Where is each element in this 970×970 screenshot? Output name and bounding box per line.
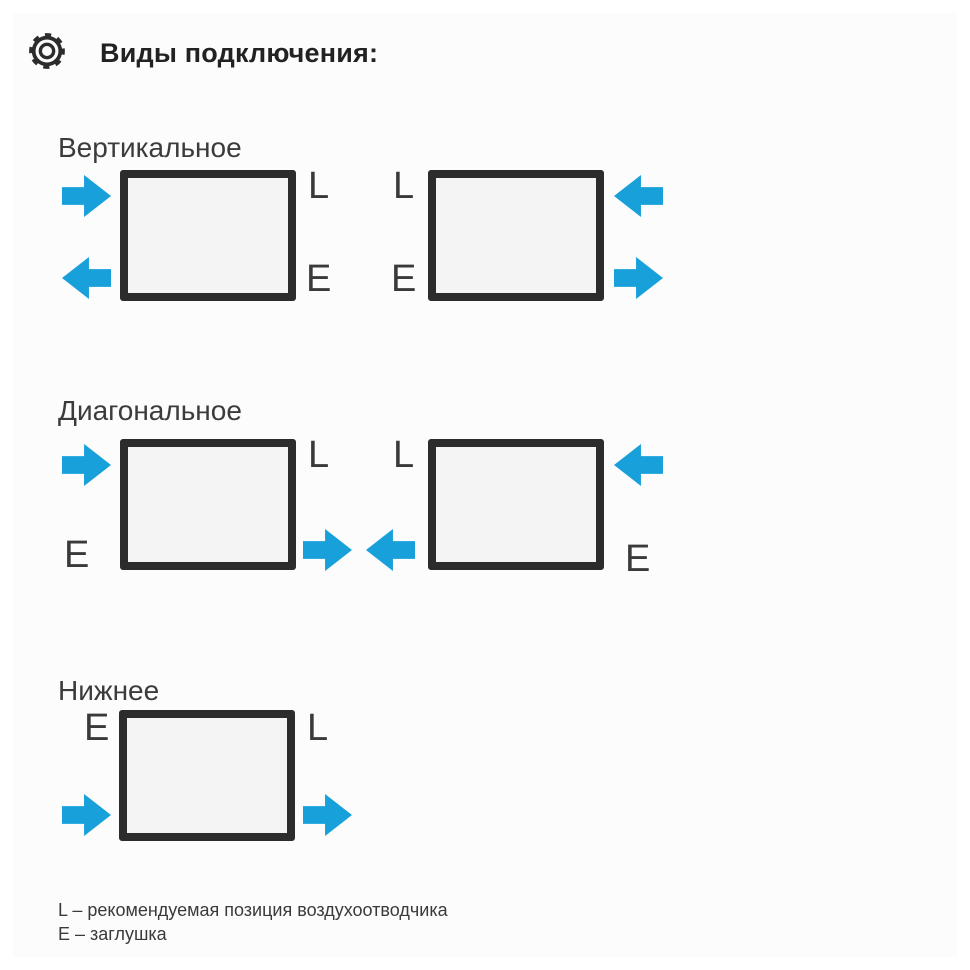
legend-line-e: E – заглушка <box>58 924 167 944</box>
port-label-l: L <box>307 707 329 749</box>
port-label-e: E <box>625 538 651 580</box>
gear-icon <box>27 31 67 71</box>
port-label-e: E <box>64 534 90 576</box>
section-title-bottom: Нижнее <box>58 675 160 706</box>
radiator-box <box>119 710 295 841</box>
section-title-diagonal: Диагональное <box>58 395 242 426</box>
port-label-l: L <box>308 434 330 476</box>
legend-line-l: L – рекомендуемая позиция воздухоотводчика <box>58 900 448 920</box>
radiator-box <box>428 439 604 570</box>
section-title-vertical: Вертикальное <box>58 132 242 163</box>
port-label-l: L <box>308 165 330 207</box>
page-title: Виды подключения: <box>100 38 379 68</box>
port-label-e: E <box>84 707 110 749</box>
port-label-l: L <box>393 434 415 476</box>
port-label-e: E <box>306 258 332 300</box>
port-label-l: L <box>393 165 415 207</box>
radiator-box <box>120 439 296 570</box>
radiator-box <box>120 170 296 301</box>
port-label-e: E <box>391 258 417 300</box>
radiator-box <box>428 170 604 301</box>
